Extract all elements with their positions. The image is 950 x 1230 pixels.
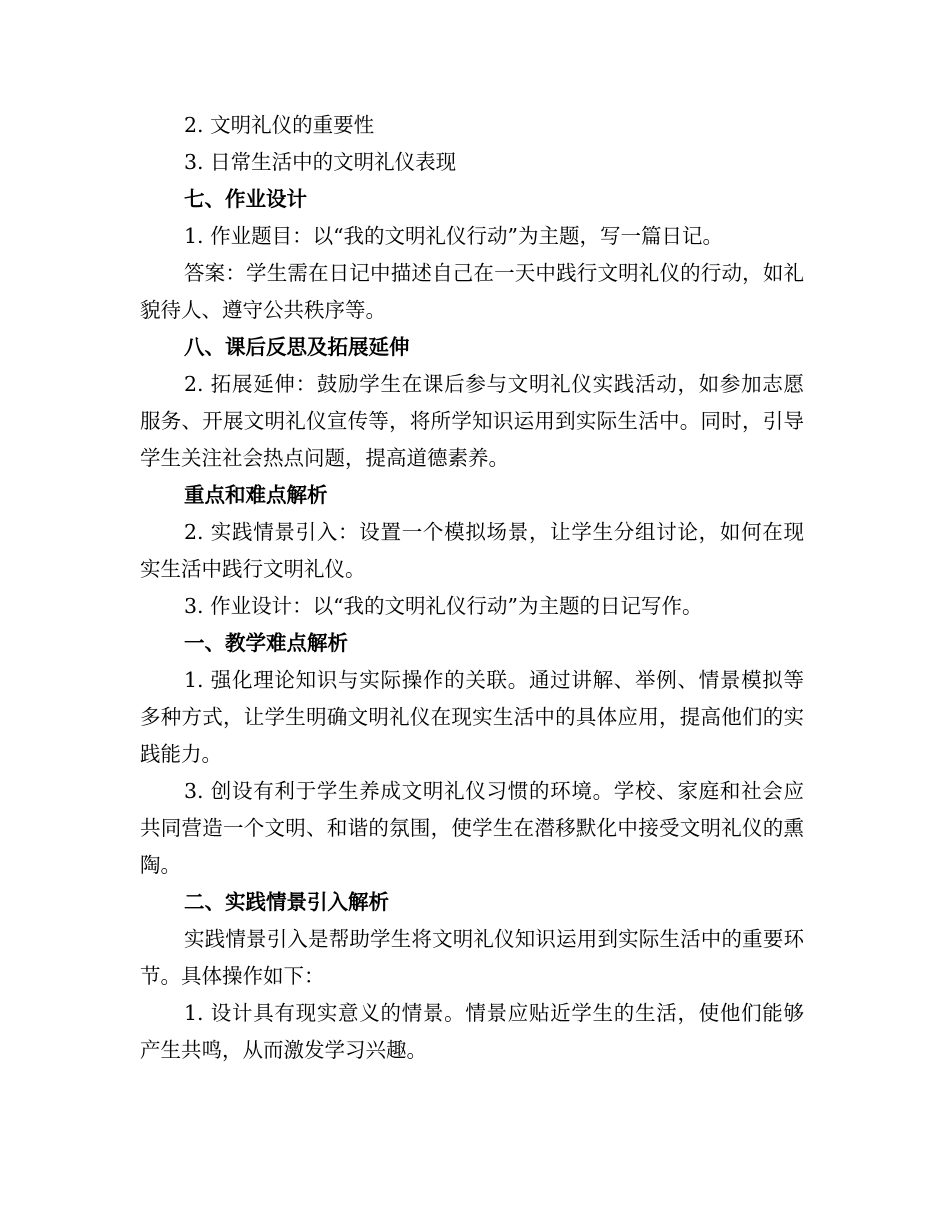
- paragraph: 3. 创设有利于学生养成文明礼仪习惯的环境。学校、家庭和社会应共同营造一个文明、和谐的氛围，使学生在潜移默化中接受文明礼仪的熏陶。: [140, 779, 804, 877]
- paragraph: 实践情景引入是帮助学生将文明礼仪知识运用到实际生活中的重要环节。具体操作如下：: [140, 927, 804, 988]
- document-body: [140, 107, 804, 1069]
- list-item: 2. 文明礼仪的重要性: [184, 113, 375, 137]
- paragraph: 3. 作业设计：以“我的文明礼仪行动”为主题的日记写作。: [184, 594, 703, 618]
- section-heading: 一、教学难点解析: [184, 631, 348, 655]
- section-heading: 八、课后反思及拓展延伸: [184, 335, 410, 359]
- paragraph: 1. 强化理论知识与实际操作的关联。通过讲解、举例、情景模拟等多种方式，让学生明确文明礼仪在现实生活中的具体应用，提高他们的实践能力。: [140, 668, 804, 766]
- list-item: 3. 日常生活中的文明礼仪表现: [184, 150, 457, 174]
- paragraph: 1. 设计具有现实意义的情景。情景应贴近学生的生活，使他们能够产生共鸣，从而激发学习兴趣。: [140, 1001, 804, 1062]
- section-heading: 二、实践情景引入解析: [184, 890, 389, 914]
- paragraph: 1. 作业题目：以“我的文明礼仪行动”为主题，写一篇日记。: [184, 224, 724, 248]
- section-heading: 七、作业设计: [184, 187, 307, 211]
- section-heading: 重点和难点解析: [184, 483, 328, 507]
- paragraph: 答案：学生需在日记中描述自己在一天中践行文明礼仪的行动，如礼貌待人、遵守公共秩序等。: [140, 261, 804, 322]
- paragraph: 2. 拓展延伸：鼓励学生在课后参与文明礼仪实践活动，如参加志愿服务、开展文明礼仪宣传等，将所学知识运用到实际生活中。同时，引导学生关注社会热点问题，提高道德素养。: [140, 372, 804, 470]
- paragraph: 2. 实践情景引入：设置一个模拟场景，让学生分组讨论，如何在现实生活中践行文明礼仪。: [140, 520, 804, 581]
